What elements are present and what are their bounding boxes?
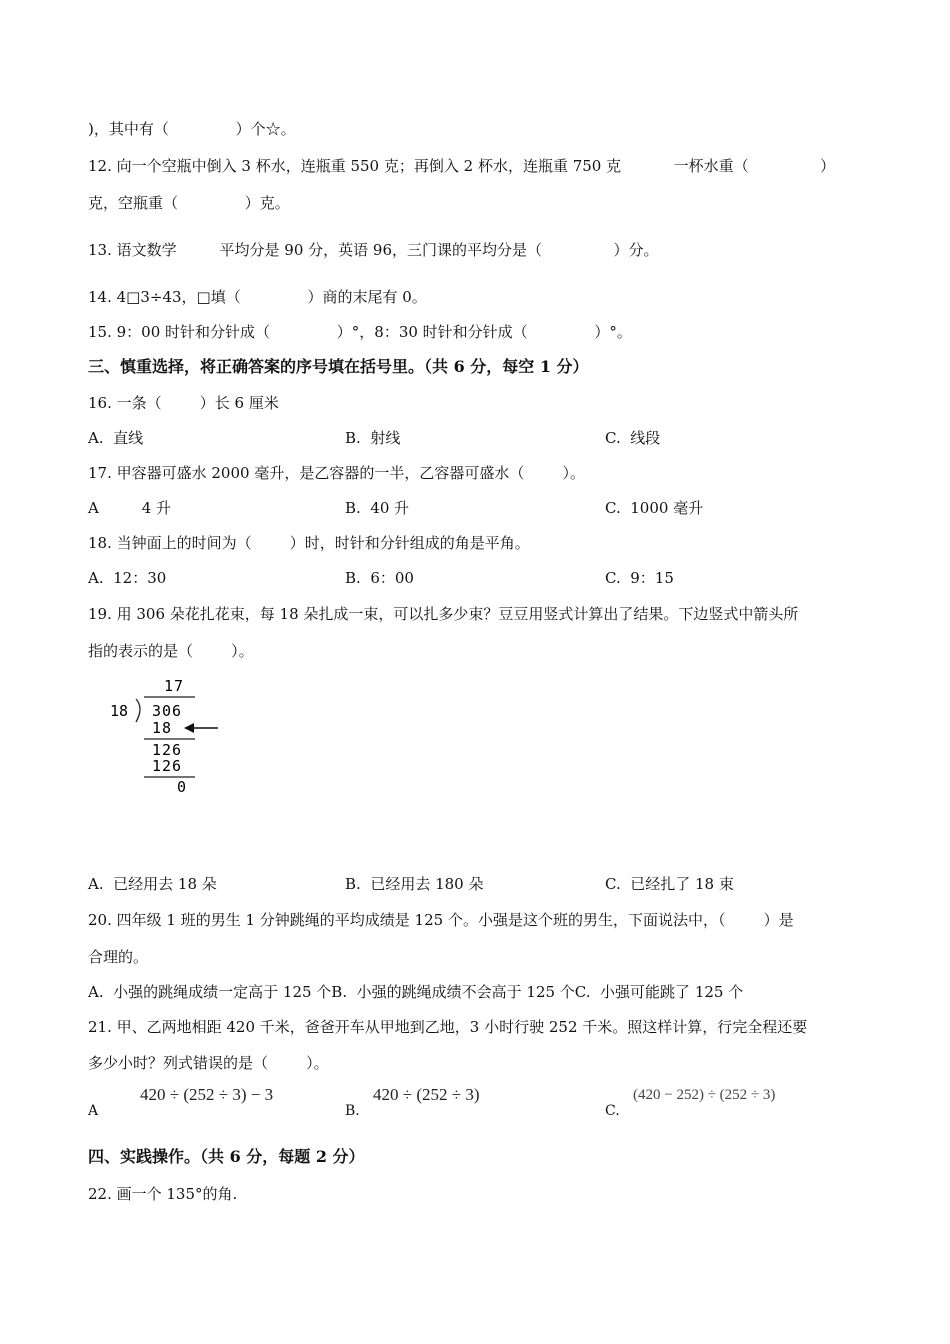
q21-option-b-label: B. [345, 1103, 360, 1119]
q18-option-a: A. 12：30 [88, 569, 167, 587]
division-dividend: 306 [152, 702, 183, 720]
arrow-head-icon [184, 723, 194, 733]
q21-line2: 多少小时？列式错误的是（ ）。 [88, 1054, 329, 1072]
q14: 14. 4□3÷43，□填（ ）商的末尾有 0。 [88, 288, 427, 306]
q12-line2: 克，空瓶重（ ）克。 [88, 194, 290, 212]
q17: 17. 甲容器可盛水 2000 毫升，是乙容器的一半，乙容器可盛水（ ）。 [88, 464, 585, 482]
q15: 15. 9：00 时针和分针成（ ）°，8：30 时针和分针成（ ）°。 [88, 323, 632, 341]
q21-line1: 21. 甲、乙两地相距 420 千米，爸爸开车从甲地到乙地，3 小时行驶 252 千米。照这样计算，行完全程还要 [88, 1018, 808, 1036]
division-bracket [136, 699, 140, 722]
q19-option-c: C. 已经扎了 18 束 [605, 875, 734, 893]
q16-option-a: A. 直线 [88, 429, 144, 447]
q18-option-c: C. 9：15 [605, 569, 674, 587]
q18: 18. 当钟面上的时间为（ ）时，时针和分针组成的角是平角。 [88, 534, 530, 552]
division-remainder: 0 [177, 778, 187, 796]
q17-option-c: C. 1000 毫升 [605, 499, 704, 517]
q19-line1: 19. 用 306 朵花扎花束，每 18 朵扎成一束，可以扎多少束？豆豆用竖式计算出了结果。下边竖式中箭头所 [88, 605, 799, 623]
q18-option-b: B. 6：00 [345, 569, 414, 587]
q12-line1: 12. 向一个空瓶中倒入 3 杯水，连瓶重 550 克；再倒入 2 杯水，连瓶重 750 克 一杯水重（ ） [88, 157, 836, 175]
q17-option-a: A 4 升 [88, 499, 172, 517]
division-quotient: 17 [164, 677, 185, 695]
q20-options: A. 小强的跳绳成绩一定高于 125 个B. 小强的跳绳成绩不会高于 125 个C. 小强可能跳了 125 个 [88, 983, 744, 1001]
q16: 16. 一条（ ）长 6 厘米 [88, 394, 279, 412]
division-step2: 126 [152, 741, 183, 759]
q21-option-c-formula: (420 − 252) ÷ (252 ÷ 3) [633, 1087, 776, 1103]
q19-line2: 指的表示的是（ ）。 [88, 642, 254, 660]
q21-option-c-label: C. [605, 1103, 620, 1119]
q17-option-b: B. 40 升 [345, 499, 410, 517]
division-step1: 18 [152, 719, 173, 737]
section-3-heading: 三、慎重选择，将正确答案的序号填在括号里。（共 6 分，每空 1 分） [88, 357, 589, 376]
q11-tail: )，其中有（ ）个☆。 [88, 120, 296, 138]
q13: 13. 语文数学 平均分是 90 分，英语 96，三门课的平均分是（ ）分。 [88, 241, 659, 259]
q19-option-a: A. 已经用去 18 朵 [88, 875, 217, 893]
q21-option-b-formula: 420 ÷ (252 ÷ 3) [373, 1085, 480, 1104]
q19-option-b: B. 已经用去 180 朵 [345, 875, 484, 893]
q20-line2: 合理的。 [88, 948, 149, 966]
q22: 22. 画一个 135°的角. [88, 1185, 238, 1203]
q16-option-b: B. 射线 [345, 429, 401, 447]
division-divisor: 18 [110, 702, 129, 720]
q20-line1: 20. 四年级 1 班的男生 1 分钟跳绳的平均成绩是 125 个。小强是这个班的男生，下面说法中，（ ）是 [88, 911, 794, 929]
division-step3: 126 [152, 757, 183, 775]
q16-option-c: C. 线段 [605, 429, 661, 447]
q21-option-a-label: A [88, 1103, 99, 1119]
section-4-heading: 四、实践操作。（共 6 分，每题 2 分） [88, 1147, 365, 1166]
q21-option-a-formula: 420 ÷ (252 ÷ 3) − 3 [140, 1085, 274, 1104]
long-division-figure [100, 670, 240, 800]
